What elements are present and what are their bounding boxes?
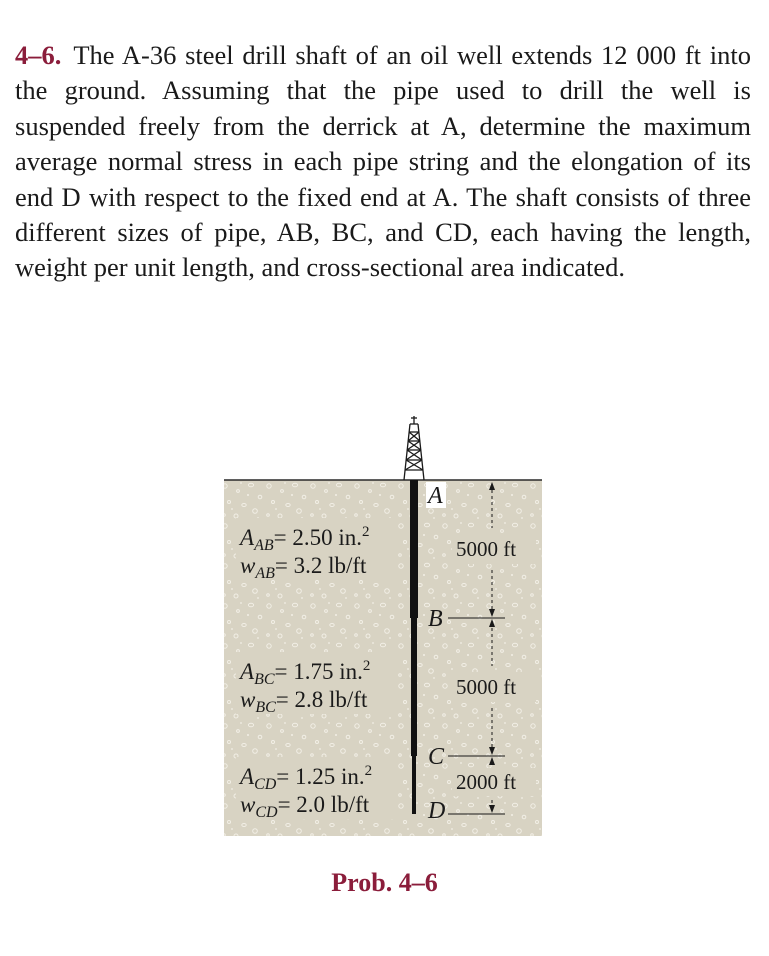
weight-cd-text: $w_{CD}= 2.0$ lb/ft	[240, 792, 370, 821]
problem-number: 4–6.	[15, 40, 62, 70]
area-bc-text: $A_{BC}= 1.75$ in.$^2$	[240, 658, 371, 688]
length-cd-label: 2000 ft	[456, 770, 517, 794]
segment-ab-properties	[236, 518, 396, 582]
length-ab-label: 5000 ft	[456, 537, 517, 561]
pipe-segment-bc	[411, 618, 417, 756]
point-a-label: A	[428, 483, 443, 509]
pipe-segment-ab	[410, 480, 418, 618]
figure-caption: Prob. 4–6	[331, 868, 438, 897]
segment-cd-properties	[236, 757, 396, 821]
segment-bc-properties	[236, 652, 396, 716]
weight-ab-text: $w_{AB}= 3.2$ lb/ft	[240, 553, 367, 582]
point-d-label: D	[428, 798, 446, 824]
problem-text: The A-36 steel drill shaft of an oil well extends 12 000 ft into the ground. Assuming that the pipe used to drill the well is suspended freely from the derrick at A, determine the maximum average normal stress in each pipe string and the elongation of its end D with respect to the fixed end at A. The shaft consists of three different sizes of pipe, AB, BC, and CD, each having the length, weight per unit length, and cross-sectional area indicated.	[15, 40, 751, 283]
length-bc-label: 5000 ft	[456, 675, 517, 699]
pipe-segment-cd	[412, 756, 416, 814]
area-ab-text: $A_{AB}= 2.50$ in.$^2$	[240, 524, 370, 554]
point-b-label: B	[428, 606, 443, 632]
weight-bc-text: $w_{BC}= 2.8$ lb/ft	[240, 687, 368, 716]
point-c-label: C	[428, 744, 445, 770]
area-cd-text: $A_{CD}= 1.25$ in.$^2$	[240, 763, 373, 793]
derrick-icon	[404, 416, 424, 480]
